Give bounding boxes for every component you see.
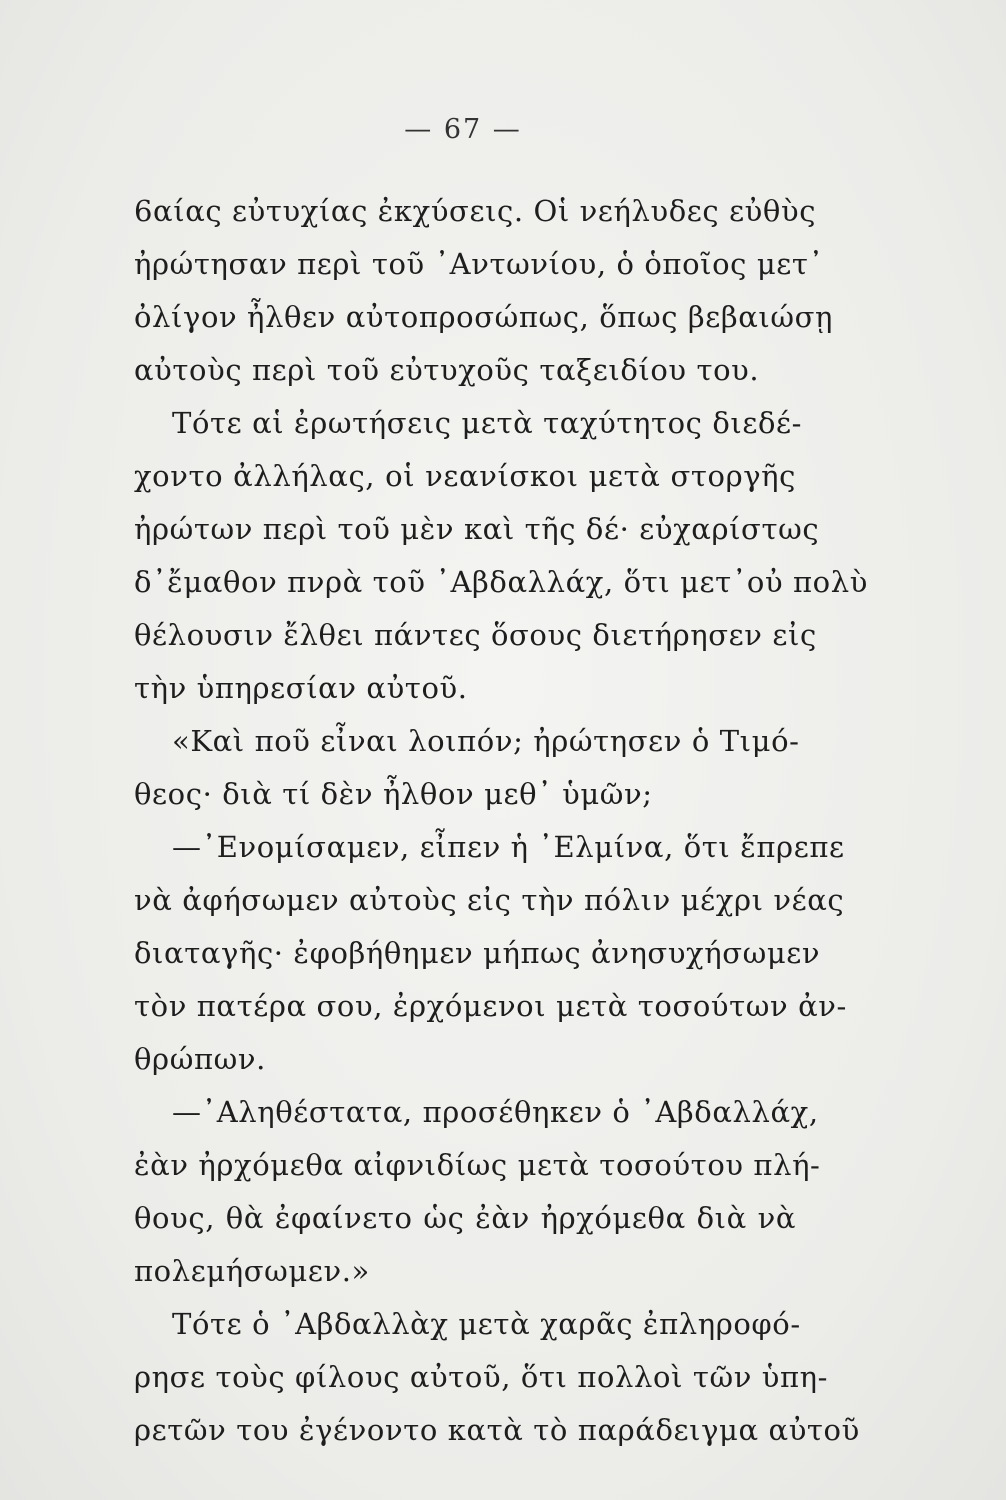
text-line: ρησε τοὺς φίλους αὐτοῦ, ὅτι πολλοὶ τῶν ὑπη- [134,1360,829,1394]
text-line: πολεμήσωμεν.» [134,1254,370,1288]
text-line: Τότε αἱ ἐρωτήσεις μετὰ ταχύτητος διεδέ- [172,406,803,440]
text-line: τὴν ὑπηρεσίαν αὐτοῦ. [134,671,468,705]
page-number: — 67 — [404,114,522,145]
text-line: τὸν πατέρα σου, ἐρχόμενοι μετὰ τοσούτων ἀν- [134,989,847,1023]
text-line: —᾿Ενομίσαμεν, εἶπεν ἡ ᾿Ελμίνα, ὅτι ἔπρεπε [172,830,845,864]
text-line: θρώπων. [134,1042,266,1076]
text-line: ἠρώτησαν περὶ τοῦ ᾿Αντωνίου, ὁ ὁποῖος μετ᾿ [134,247,824,281]
text-line: «Καὶ ποῦ εἶναι λοιπόν; ἠρώτησεν ὁ Τιμό- [172,724,800,758]
text-line: ρετῶν του ἐγένοντο κατὰ τὸ παράδειγμα αὐτοῦ [134,1413,860,1447]
body-text [134,185,868,1457]
text-line: Τότε ὁ ᾿Αβδαλλὰχ μετὰ χαρᾶς ἐπληροφό- [172,1307,801,1341]
text-line: δ᾿ἔμαθον πνρὰ τοῦ ᾿Αβδαλλάχ, ὅτι μετ᾿οὐ πολὺ [134,565,868,599]
text-line: θέλουσιν ἔλθει πάντες ὅσους διετήρησεν εἰς [134,618,817,652]
text-line: θεος· διὰ τί δὲν ἦλθον μεθ᾿ ὑμῶν; [134,777,653,811]
text-line: ἠρώτων περὶ τοῦ μὲν καὶ τῆς δέ· εὐχαρίστως [134,512,820,546]
text-line: ὀλίγον ἦλθεν αὐτοπροσώπως, ὅπως βεβαιώσῃ [134,300,834,334]
text-line: χοντο ἀλλήλας, οἱ νεανίσκοι μετὰ στοργῆς [134,459,796,493]
text-line: 6αίας εὐτυχίας ἐκχύσεις. Οἱ νεήλυδες εὐθὺς [134,194,817,228]
text-line: διαταγῆς· ἐφοβήθημεν μήπως ἀνησυχήσωμεν [134,936,821,970]
text-line: θους, θὰ ἐφαίνετο ὡς ἐὰν ἠρχόμεθα διὰ νὰ [134,1201,796,1235]
text-line: —᾿Αληθέστατα, προσέθηκεν ὁ ᾿Αβδαλλάχ, [172,1095,819,1129]
text-line: νὰ ἀφήσωμεν αὐτοὺς εἰς τὴν πόλιν μέχρι νέας [134,883,845,917]
text-line: ἐὰν ἠρχόμεθα αἰφνιδίως μετὰ τοσούτου πλή- [134,1148,821,1182]
text-line: αὐτοὺς περὶ τοῦ εὐτυχοῦς ταξειδίου του. [134,353,760,387]
